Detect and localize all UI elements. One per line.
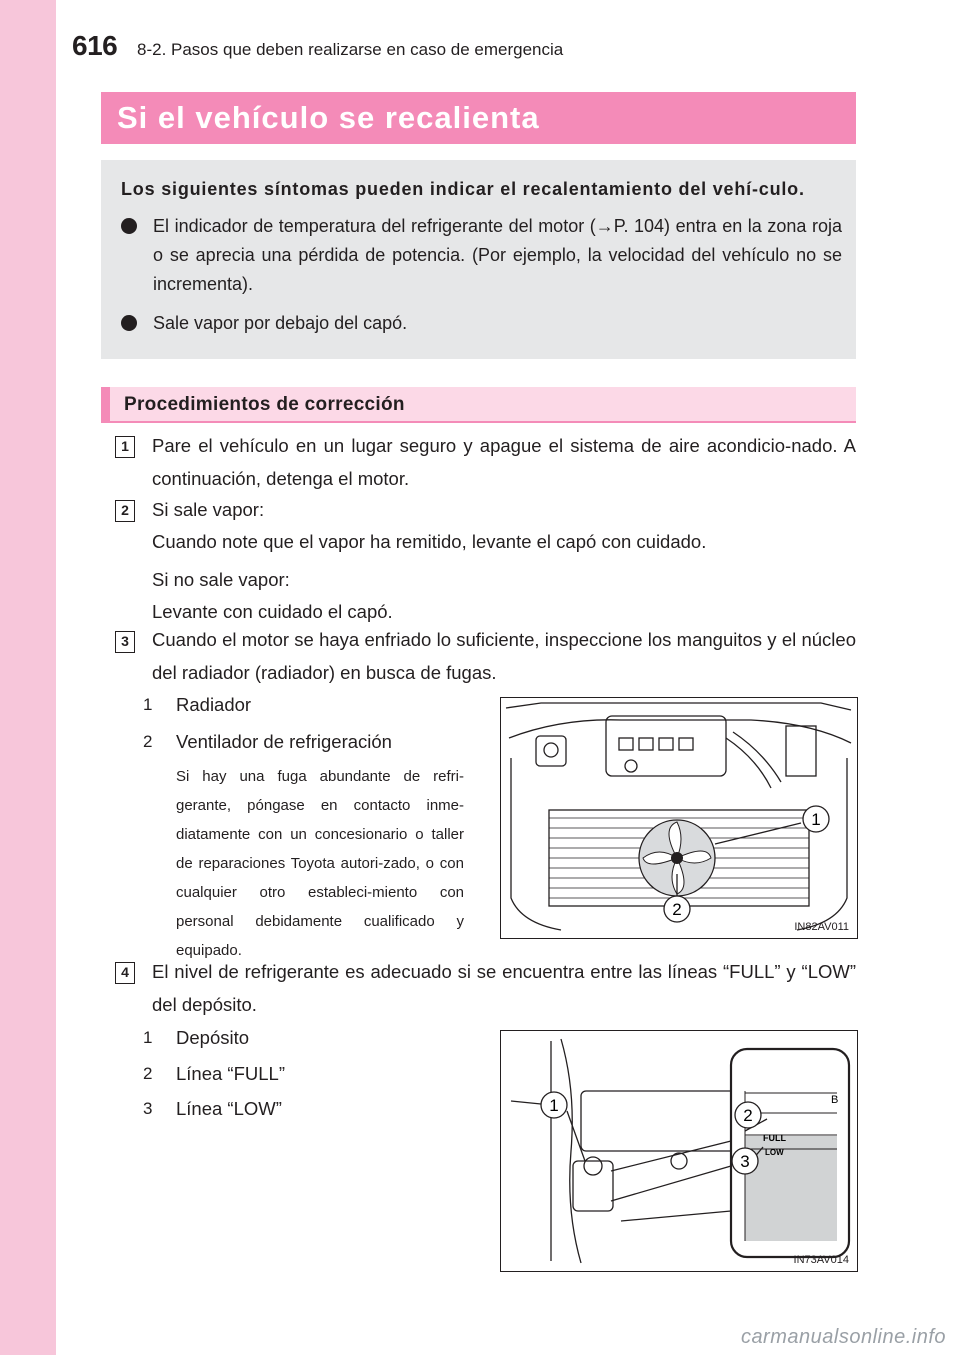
page-number: 616 (72, 30, 118, 61)
callout-number: 2 (143, 732, 153, 751)
step-1-number: 1 (115, 436, 135, 458)
step-4-number: 4 (115, 962, 135, 984)
svg-text:1: 1 (549, 1096, 559, 1115)
coolant-reservoir-figure (500, 1030, 858, 1272)
leak-warning-note: Si hay una fuga abundante de refri-gerante, póngase en contacto inme-diatamente con un concesionario o taller de reparaciones Toyota autori-zado, o con cualquier otro estableci-miento con personal debidamente cualificado y equipado. (176, 768, 464, 959)
step-2-line-2: Cuando note que el vapor ha remitido, levante el capó con cuidado. (152, 531, 707, 552)
engine-bay-figure (500, 697, 858, 939)
step-2-line-3: Si no sale vapor: (152, 569, 290, 590)
callout-number: 1 (143, 1028, 153, 1047)
callout-cooling-fan: Ventilador de refrigeración (176, 731, 392, 752)
engine-radiator-illustration (501, 698, 857, 938)
svg-text:2: 2 (672, 900, 682, 919)
step-3-number: 3 (115, 631, 135, 653)
page-title: Si el vehículo se recalienta (117, 100, 540, 135)
symptom-item (121, 309, 842, 338)
symptom-text: El indicador de temperatura del refrigerante del motor (→P. 104) entra en la zona roja o se aprecia una pérdida de potencia. (Por ejemplo, la velocidad del vehículo no se incrementa). (153, 216, 842, 294)
symptoms-intro: Los siguientes síntomas pueden indicar el recalentamiento del vehí-culo. (121, 179, 805, 199)
step-2-number: 2 (115, 500, 135, 522)
procedures-header-text: Procedimientos de corrección (124, 394, 405, 415)
tank-mark-b: B (831, 1094, 839, 1106)
tank-mark-low: LOW (765, 1148, 784, 1157)
symptom-text: Sale vapor por debajo del capó. (153, 313, 408, 333)
page-title-band (101, 92, 856, 144)
callout-full-line: Línea “FULL” (176, 1063, 285, 1084)
callout-radiator: Radiador (176, 694, 252, 715)
page-side-tab (0, 0, 56, 1355)
section-reference: 8-2. Pasos que deben realizarse en caso de emergencia (137, 40, 564, 59)
step-3-text: Cuando el motor se haya enfriado lo suficiente, inspeccione los manguitos y el núcleo del radiador (radiador) en busca de fugas. (152, 629, 856, 683)
callout-number: 2 (143, 1064, 153, 1083)
bullet-icon (121, 218, 137, 234)
figure-code: IN73AV014 (793, 1254, 849, 1266)
symptoms-box (101, 160, 856, 359)
svg-text:2: 2 (743, 1106, 753, 1125)
callout-reservoir: Depósito (176, 1027, 250, 1048)
watermark: carmanualsonline.info (740, 1326, 946, 1348)
symptoms-list (121, 212, 842, 338)
bullet-icon (121, 315, 137, 331)
svg-text:3: 3 (740, 1152, 750, 1171)
figure-code: IN82AV011 (794, 921, 849, 933)
tank-mark-full: FULL (763, 1133, 786, 1143)
symptom-item (121, 212, 842, 299)
coolant-reservoir-illustration (501, 1031, 857, 1271)
callout-low-line: Línea “LOW” (176, 1098, 282, 1119)
step-1-text: Pare el vehículo en un lugar seguro y apague el sistema de aire acondicio-nado. A continuación, detenga el motor. (152, 435, 856, 489)
procedures-header (101, 387, 856, 423)
svg-text:1: 1 (811, 810, 821, 829)
step-2-line-4: Levante con cuidado el capó. (152, 601, 393, 622)
callout-number: 3 (143, 1099, 153, 1118)
step-2-line-1: Si sale vapor: (152, 499, 265, 520)
callout-number: 1 (143, 695, 153, 714)
step-4-text: El nivel de refrigerante es adecuado si se encuentra entre las líneas “FULL” y “LOW” del depósito. (152, 961, 856, 1015)
